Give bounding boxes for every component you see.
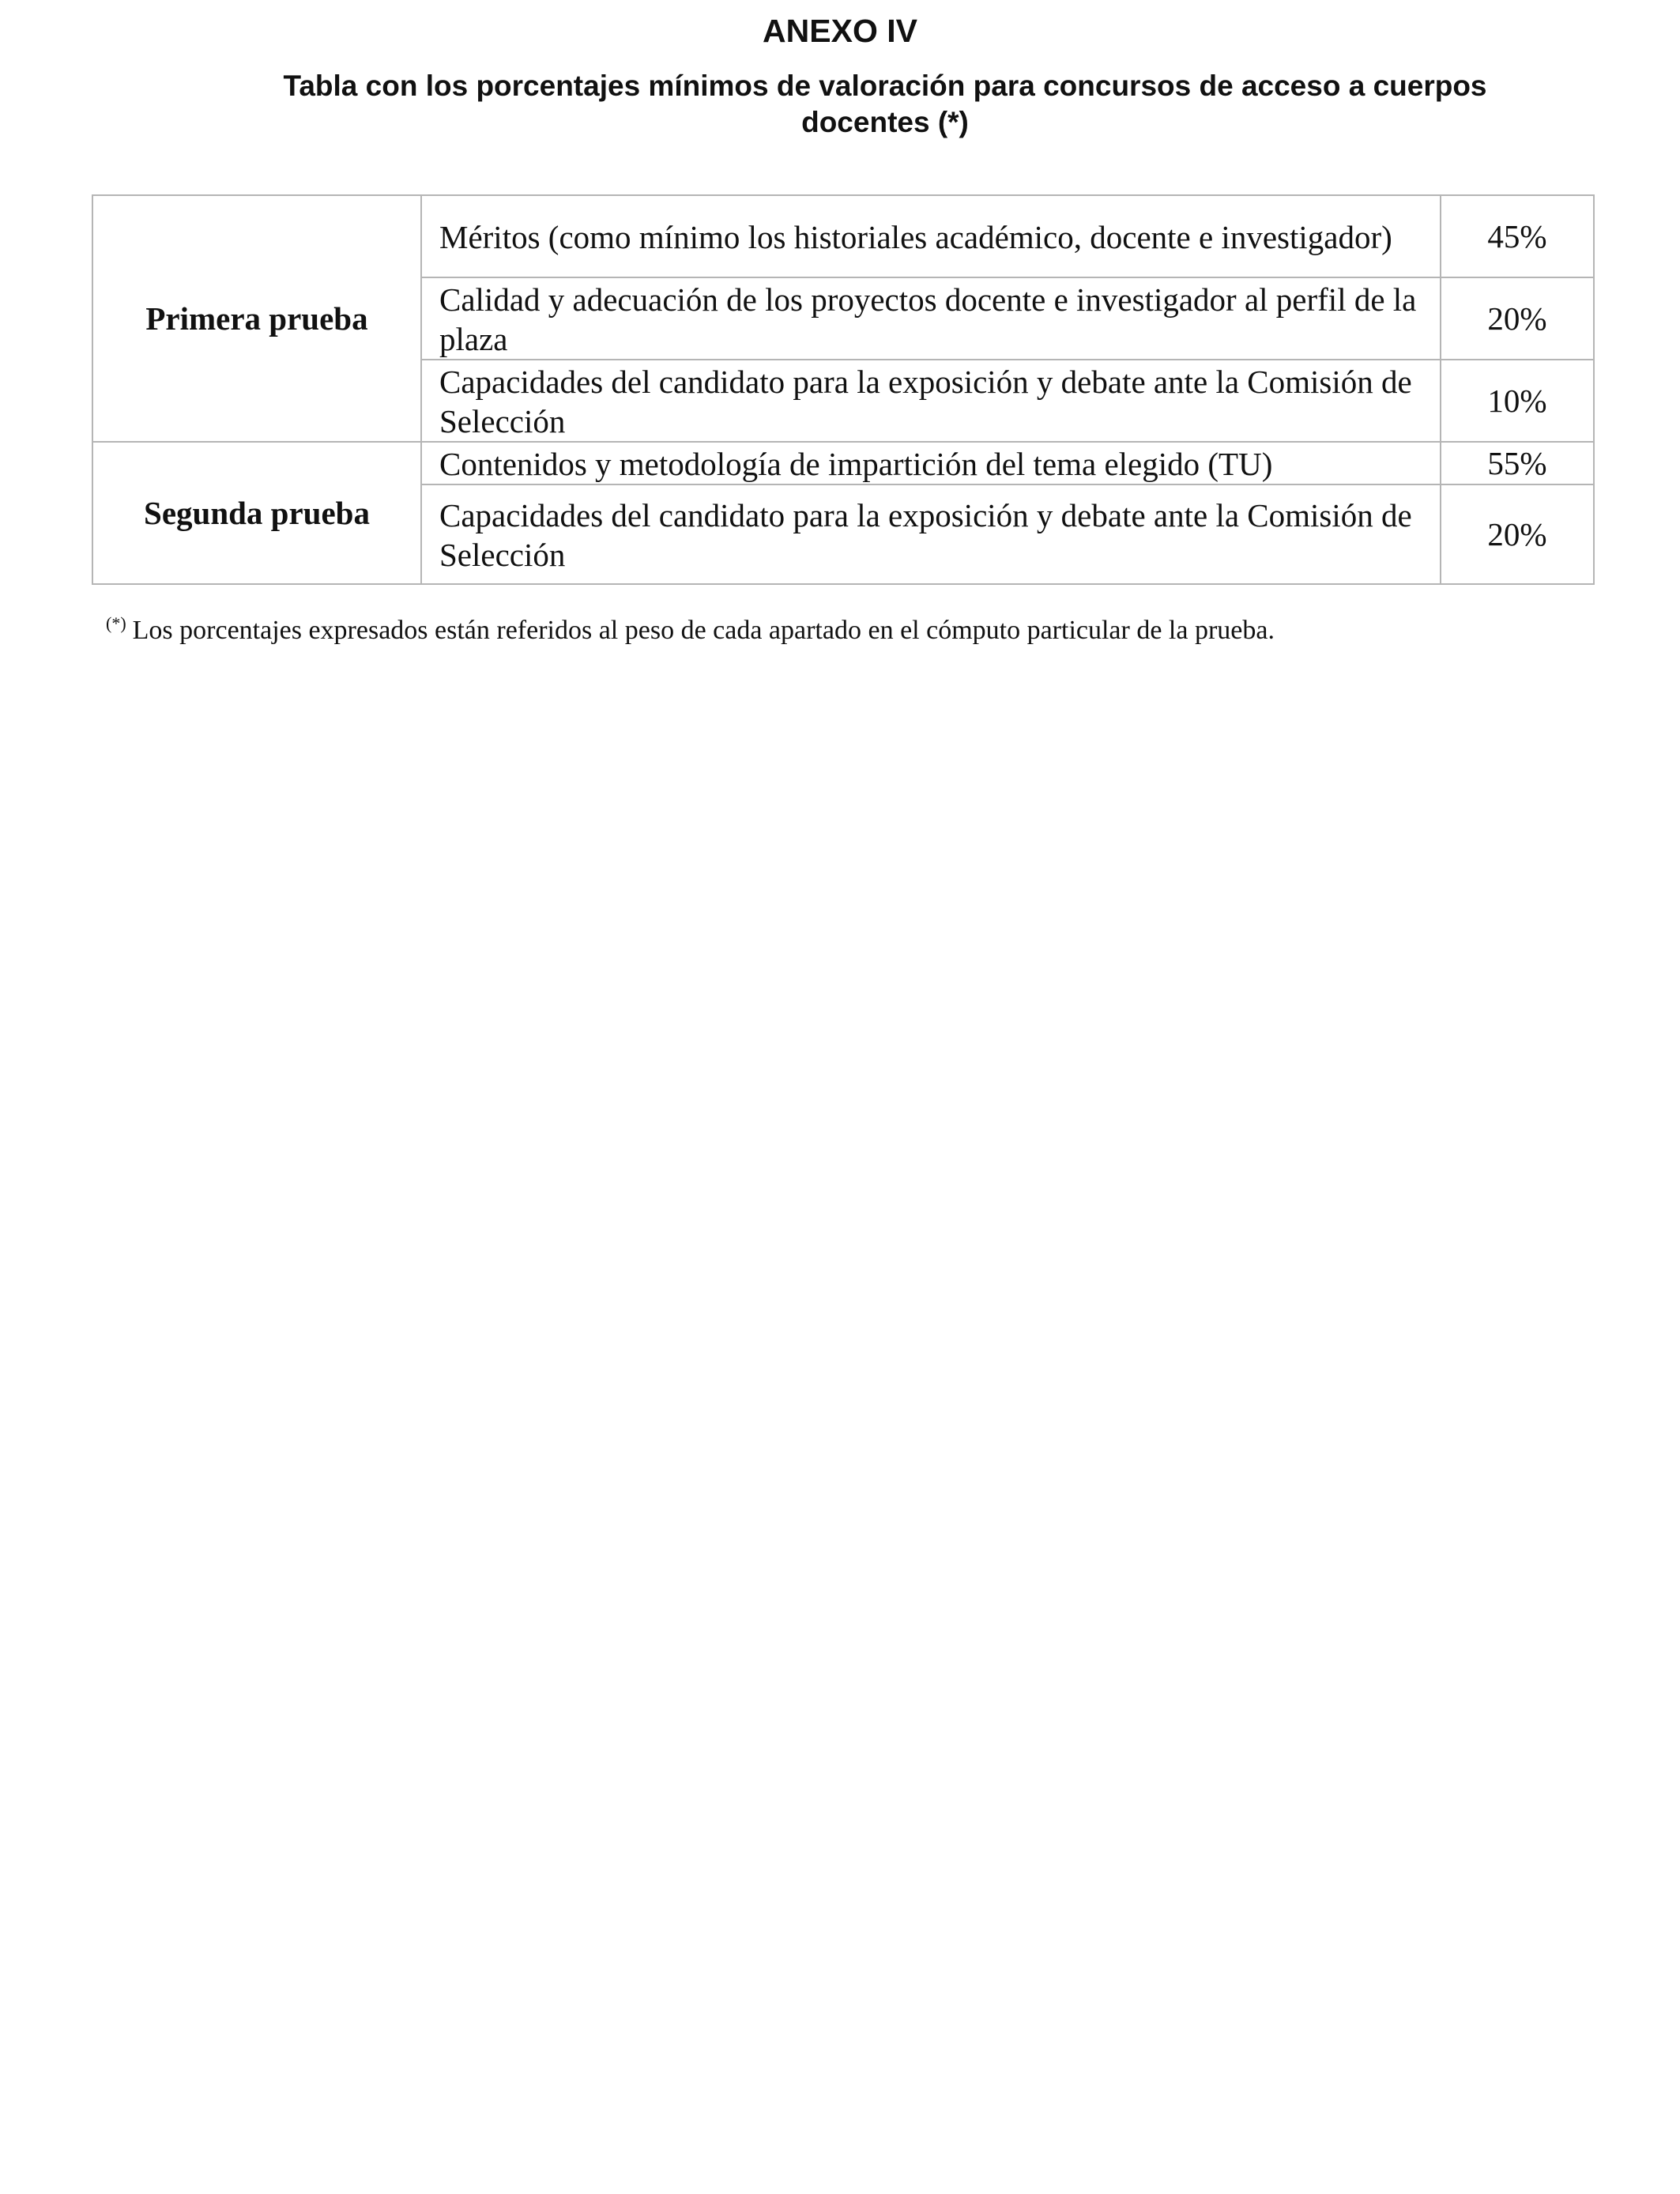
valoracion-table — [92, 194, 1595, 585]
percentage-cell: 20% — [1441, 484, 1594, 584]
percentage-cell: 55% — [1441, 442, 1594, 484]
footnote — [106, 605, 1275, 649]
apartado-cell: Contenidos y metodología de impartición del tema elegido (TU) — [421, 442, 1441, 484]
footnote-text: Los porcentajes expresados están referidos al peso de cada apartado en el cómputo particular de la prueba. — [132, 616, 1275, 645]
table-caption: Tabla con los porcentajes mínimos de valoración para concursos de acceso a cuerpos docentes (*) — [283, 70, 1487, 138]
apartado-cell: Calidad y adecuación de los proyectos docente e investigador al perfil de la plaza — [421, 277, 1441, 360]
percentage-cell: 45% — [1441, 195, 1594, 277]
apartado-cell: Capacidades del candidato para la exposición y debate ante la Comisión de Selección — [421, 360, 1441, 442]
apartado-cell: Capacidades del candidato para la exposición y debate ante la Comisión de Selección — [421, 484, 1441, 584]
prueba-label: Primera prueba — [92, 195, 421, 442]
apartado-cell: Méritos (como mínimo los historiales académico, docente e investigador) — [421, 195, 1441, 277]
table-row — [92, 442, 1594, 484]
table-row — [92, 195, 1594, 277]
prueba-label: Segunda prueba — [92, 442, 421, 584]
page-title: ANEXO IV — [763, 13, 917, 49]
footnote-marker: (*) — [106, 613, 126, 633]
percentage-cell: 10% — [1441, 360, 1594, 442]
percentage-cell: 20% — [1441, 277, 1594, 360]
